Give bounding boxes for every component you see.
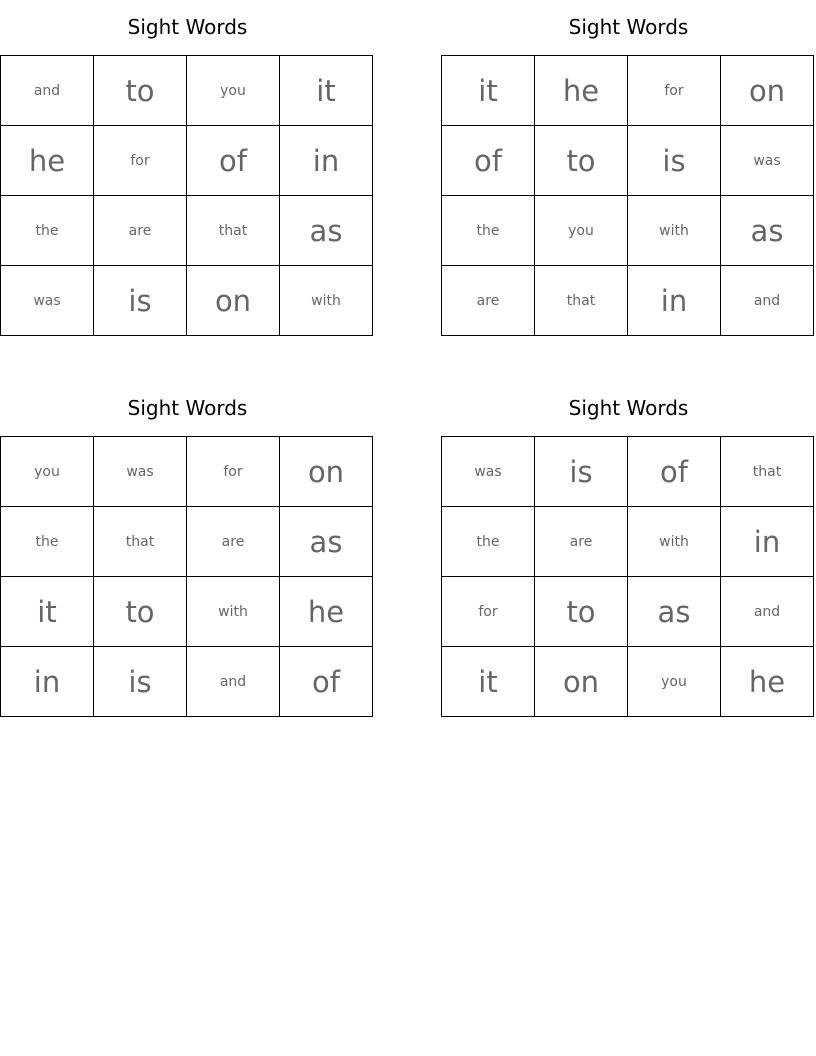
word-cell: it: [1, 577, 94, 647]
grid-row: [442, 196, 814, 266]
word-cell: with: [628, 507, 721, 577]
word-grid: [0, 436, 373, 717]
word-cell: of: [442, 126, 535, 196]
grid-row: [442, 437, 814, 507]
card-title: Sight Words: [568, 396, 689, 420]
word-cell: are: [442, 266, 535, 336]
word-cell: of: [628, 437, 721, 507]
word-cell: you: [628, 647, 721, 717]
word-cell: in: [628, 266, 721, 336]
word-cell: to: [94, 577, 187, 647]
grid-row: [1, 266, 373, 336]
word-cell: to: [94, 56, 187, 126]
word-cell: the: [1, 196, 94, 266]
word-cell: he: [721, 647, 814, 717]
word-cell: is: [628, 126, 721, 196]
word-cell: for: [628, 56, 721, 126]
word-cell: as: [628, 577, 721, 647]
word-cell: as: [280, 196, 373, 266]
word-cell: of: [187, 126, 280, 196]
word-cell: on: [721, 56, 814, 126]
word-grid: [441, 436, 814, 717]
word-cell: you: [187, 56, 280, 126]
word-cell: to: [535, 126, 628, 196]
word-cell: on: [535, 647, 628, 717]
word-cell: was: [442, 437, 535, 507]
grid-row: [442, 647, 814, 717]
grid-row: [1, 647, 373, 717]
word-cell: with: [187, 577, 280, 647]
word-cell: was: [1, 266, 94, 336]
word-cell: is: [94, 266, 187, 336]
word-cell: he: [535, 56, 628, 126]
word-cell: with: [280, 266, 373, 336]
grid-row: [1, 437, 373, 507]
word-cell: and: [1, 56, 94, 126]
word-cell: it: [442, 647, 535, 717]
word-cell: that: [94, 507, 187, 577]
grid-row: [1, 577, 373, 647]
word-cell: are: [187, 507, 280, 577]
word-cell: that: [721, 437, 814, 507]
word-cell: to: [535, 577, 628, 647]
grid-row: [442, 577, 814, 647]
grid-row: [1, 126, 373, 196]
word-cell: as: [721, 196, 814, 266]
word-cell: are: [94, 196, 187, 266]
card-title: Sight Words: [127, 15, 248, 39]
grid-row: [1, 507, 373, 577]
word-cell: was: [721, 126, 814, 196]
word-cell: are: [535, 507, 628, 577]
word-cell: the: [1, 507, 94, 577]
word-cell: it: [442, 56, 535, 126]
word-cell: on: [280, 437, 373, 507]
word-cell: and: [721, 266, 814, 336]
word-cell: for: [442, 577, 535, 647]
word-cell: you: [1, 437, 94, 507]
word-cell: in: [721, 507, 814, 577]
word-cell: for: [187, 437, 280, 507]
word-cell: it: [280, 56, 373, 126]
grid-row: [442, 507, 814, 577]
grid-row: [1, 196, 373, 266]
word-cell: was: [94, 437, 187, 507]
word-cell: the: [442, 507, 535, 577]
card-title: Sight Words: [127, 396, 248, 420]
word-cell: is: [535, 437, 628, 507]
word-cell: the: [442, 196, 535, 266]
word-cell: that: [187, 196, 280, 266]
grid-row: [442, 126, 814, 196]
word-cell: for: [94, 126, 187, 196]
word-cell: in: [280, 126, 373, 196]
grid-row: [1, 56, 373, 126]
word-grid: [441, 55, 814, 336]
grid-row: [442, 266, 814, 336]
word-cell: that: [535, 266, 628, 336]
word-cell: as: [280, 507, 373, 577]
word-grid: [0, 55, 373, 336]
word-cell: of: [280, 647, 373, 717]
word-cell: and: [187, 647, 280, 717]
word-cell: with: [628, 196, 721, 266]
word-cell: you: [535, 196, 628, 266]
word-cell: and: [721, 577, 814, 647]
word-cell: in: [1, 647, 94, 717]
card-title: Sight Words: [568, 15, 689, 39]
word-cell: on: [187, 266, 280, 336]
grid-row: [442, 56, 814, 126]
word-cell: is: [94, 647, 187, 717]
word-cell: he: [280, 577, 373, 647]
word-cell: he: [1, 126, 94, 196]
